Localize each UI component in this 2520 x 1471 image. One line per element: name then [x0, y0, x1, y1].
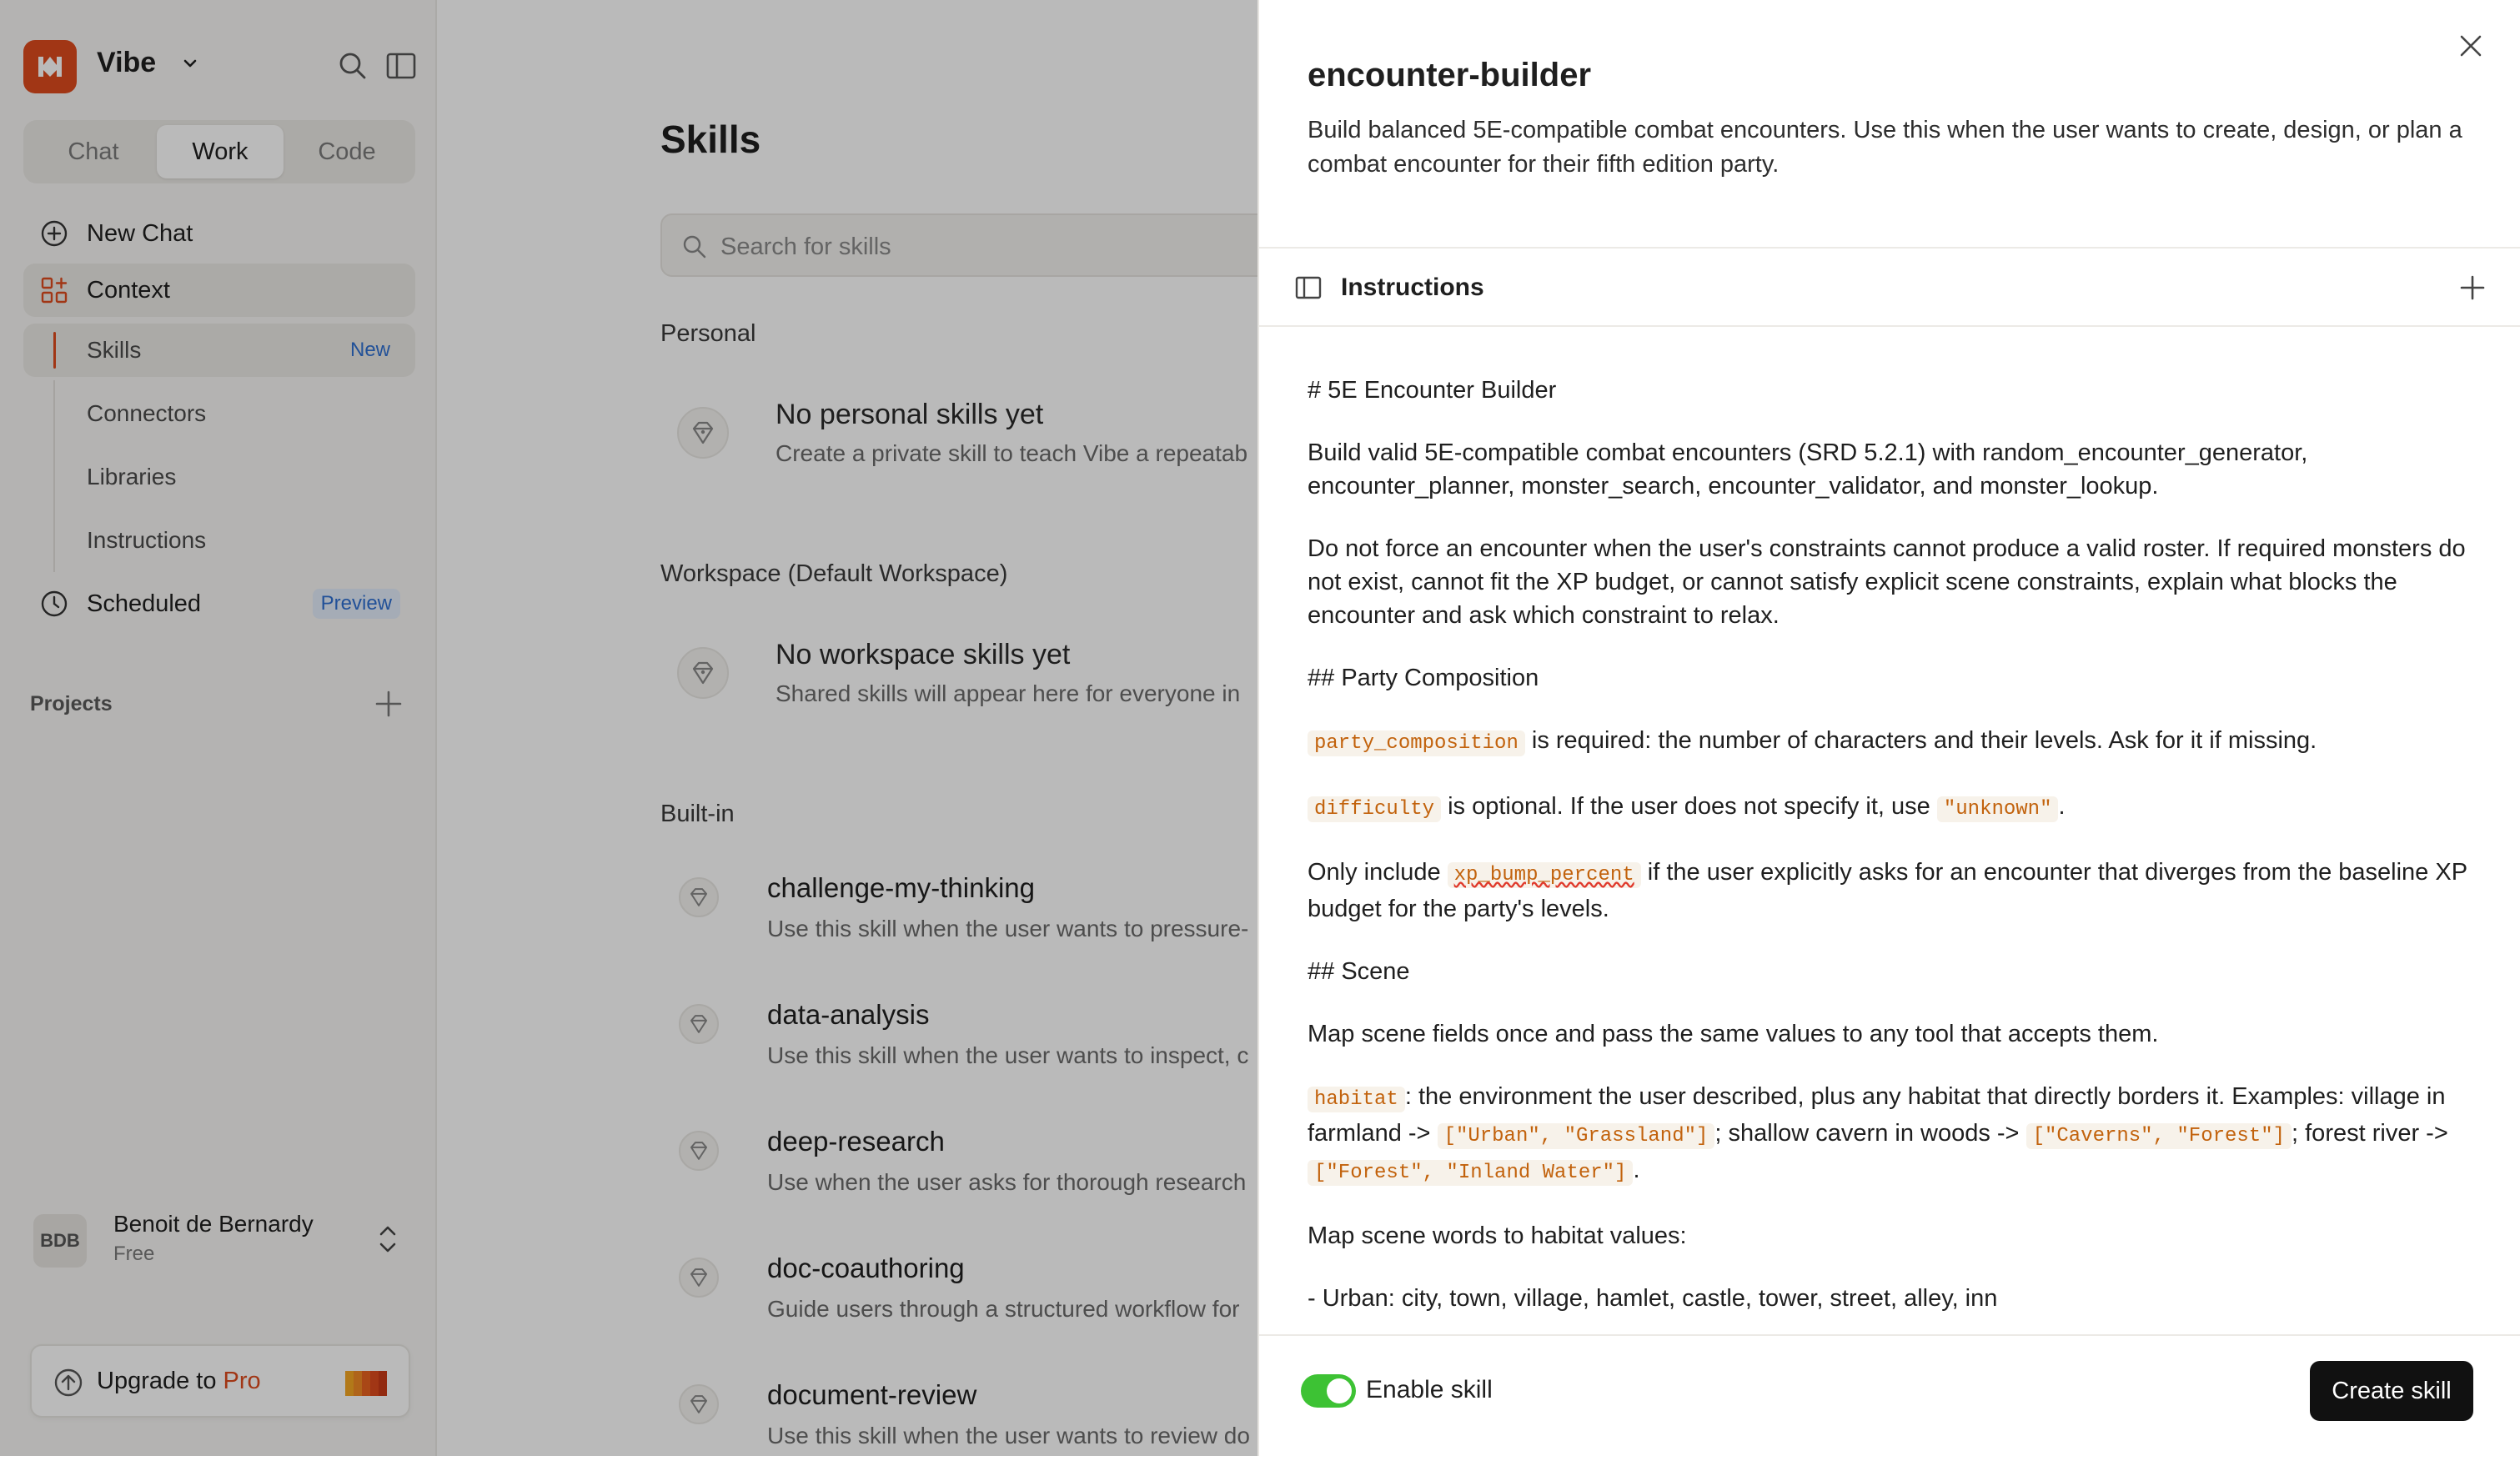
paragraph-map-words: Map scene words to habitat values:	[1308, 1222, 1687, 1249]
upgrade-pro: Pro	[223, 1368, 261, 1394]
enable-skill-label: Enable skill	[1366, 1376, 1493, 1403]
avatar: BDB	[33, 1214, 87, 1268]
user-plan: Free	[113, 1243, 155, 1265]
skill-name: data-analysis	[767, 999, 930, 1030]
preview-badge: Preview	[313, 589, 400, 619]
skill-desc: Use this skill when the user wants to review do	[767, 1423, 1250, 1448]
new-chat-label: New Chat	[87, 219, 193, 247]
text: ; shallow cavern in woods ->	[1714, 1120, 2026, 1147]
section-personal: Personal	[660, 320, 756, 347]
page-title: Skills	[660, 118, 761, 161]
skill-name: doc-coauthoring	[767, 1253, 965, 1283]
instructions-header	[1259, 247, 2520, 327]
new-badge: New	[349, 339, 390, 361]
tab-chat[interactable]: Chat	[68, 138, 119, 165]
toggle-knob	[1327, 1378, 1352, 1403]
enable-skill-toggle[interactable]	[1301, 1374, 1356, 1408]
skills-label: Skills	[87, 337, 142, 363]
tab-work[interactable]: Work	[157, 125, 284, 178]
plus-icon[interactable]	[2457, 272, 2488, 304]
skill-description: Build balanced 5E-compatible combat encounters. Use this when the user wants to create, design, or plan a combat encounter for their fifth edition party.	[1308, 117, 2462, 178]
skill-title: encounter-builder	[1308, 57, 1592, 93]
app-name[interactable]: Vibe	[97, 47, 157, 78]
inline-code: ["Caverns", "Forest"]	[2026, 1123, 2292, 1149]
inline-code: "unknown"	[1937, 796, 2059, 822]
libraries-label: Libraries	[87, 464, 177, 489]
tab-code[interactable]: Code	[318, 138, 376, 165]
skill-name: challenge-my-thinking	[767, 872, 1035, 903]
skill-desc: Use when the user asks for thorough research	[767, 1169, 1247, 1195]
text: is required: the number of characters and their levels. Ask for it if missing.	[1524, 727, 2317, 754]
skill-desc: Use this skill when the user wants to pressure-	[767, 916, 1249, 941]
skill-name: deep-research	[767, 1126, 945, 1157]
heading-party-composition: ## Party Composition	[1308, 665, 1539, 691]
inline-code: difficulty	[1308, 796, 1441, 822]
instructions-title: Instructions	[1341, 274, 1484, 301]
inline-code: ["Urban", "Grassland"]	[1438, 1123, 1715, 1149]
paragraph-constraints: Do not force an encounter when the user's constraints cannot produce a valid roster. If required monsters do not exist, cannot fit the XP budget, or cannot satisfy explicit scene constraints, explain what blocks the encounter and ask which constraint to relax.	[1308, 535, 2466, 629]
heading-encounter-builder: # 5E Encounter Builder	[1308, 377, 1557, 404]
instructions-editor[interactable]	[1308, 374, 2492, 1331]
upgrade-prefix: Upgrade to	[97, 1368, 223, 1394]
text: .	[2058, 793, 2066, 820]
panel-footer	[1259, 1334, 2520, 1456]
skill-name: document-review	[767, 1379, 977, 1410]
text: ; forest river ->	[2292, 1120, 2448, 1147]
paragraph-habitat	[1308, 1080, 2492, 1190]
skill-desc: Guide users through a structured workflow for	[767, 1296, 1240, 1322]
user-name: Benoit de Bernardy	[113, 1211, 314, 1237]
empty-desc: Create a private skill to teach Vibe a repeatab	[776, 440, 1248, 466]
context-label: Context	[87, 276, 170, 304]
skill-detail-panel	[1257, 0, 2518, 1456]
list-item-urban: - Urban: city, town, village, hamlet, castle, tower, street, alley, inn	[1308, 1285, 1998, 1312]
inline-code: xp_bump_percent	[1448, 862, 1641, 888]
connectors-label: Connectors	[87, 400, 207, 426]
close-icon[interactable]	[2455, 30, 2487, 62]
paragraph-intro: Build valid 5E-compatible combat encounters (SRD 5.2.1) with random_encounter_generator, encounter_planner, monster_search, encounter_validator, and monster_lookup.	[1308, 439, 2308, 500]
inline-code: party_composition	[1308, 730, 1525, 756]
text: .	[1633, 1157, 1640, 1183]
scheduled-label: Scheduled	[87, 590, 202, 617]
heading-scene: ## Scene	[1308, 958, 1410, 985]
paragraph-party	[1308, 724, 2492, 761]
text: if the user explicitly asks for an encounter that diverges from the baseline XP budget for the party's levels.	[1308, 859, 2467, 922]
instructions-label: Instructions	[87, 527, 207, 553]
skill-desc: Use this skill when the user wants to inspect, c	[767, 1042, 1249, 1068]
inline-code: ["Forest", "Inland Water"]	[1308, 1160, 1633, 1186]
paragraph-difficulty	[1308, 790, 2492, 826]
paragraph-xp-bump	[1308, 856, 2492, 926]
text: Only include	[1308, 859, 1448, 886]
modal-backdrop[interactable]	[0, 0, 1257, 1456]
section-builtin: Built-in	[660, 801, 735, 827]
paragraph-scene: Map scene fields once and pass the same values to any tool that accepts them.	[1308, 1021, 2159, 1047]
panel-layout-icon[interactable]	[1294, 274, 1323, 302]
text: : the environment the user described, plus any habitat that directly borders it. Examples: village in farmland ->	[1308, 1083, 2446, 1147]
text: is optional. If the user does not specify it, use	[1441, 793, 1937, 820]
projects-label: Projects	[30, 692, 113, 715]
empty-title: No workspace skills yet	[776, 639, 1071, 670]
empty-title: No personal skills yet	[776, 399, 1044, 430]
section-workspace: Workspace (Default Workspace)	[660, 560, 1008, 587]
inline-code: habitat	[1308, 1087, 1405, 1112]
empty-desc: Shared skills will appear here for everyone in	[776, 680, 1241, 706]
create-skill-button[interactable]: Create skill	[2310, 1361, 2473, 1421]
